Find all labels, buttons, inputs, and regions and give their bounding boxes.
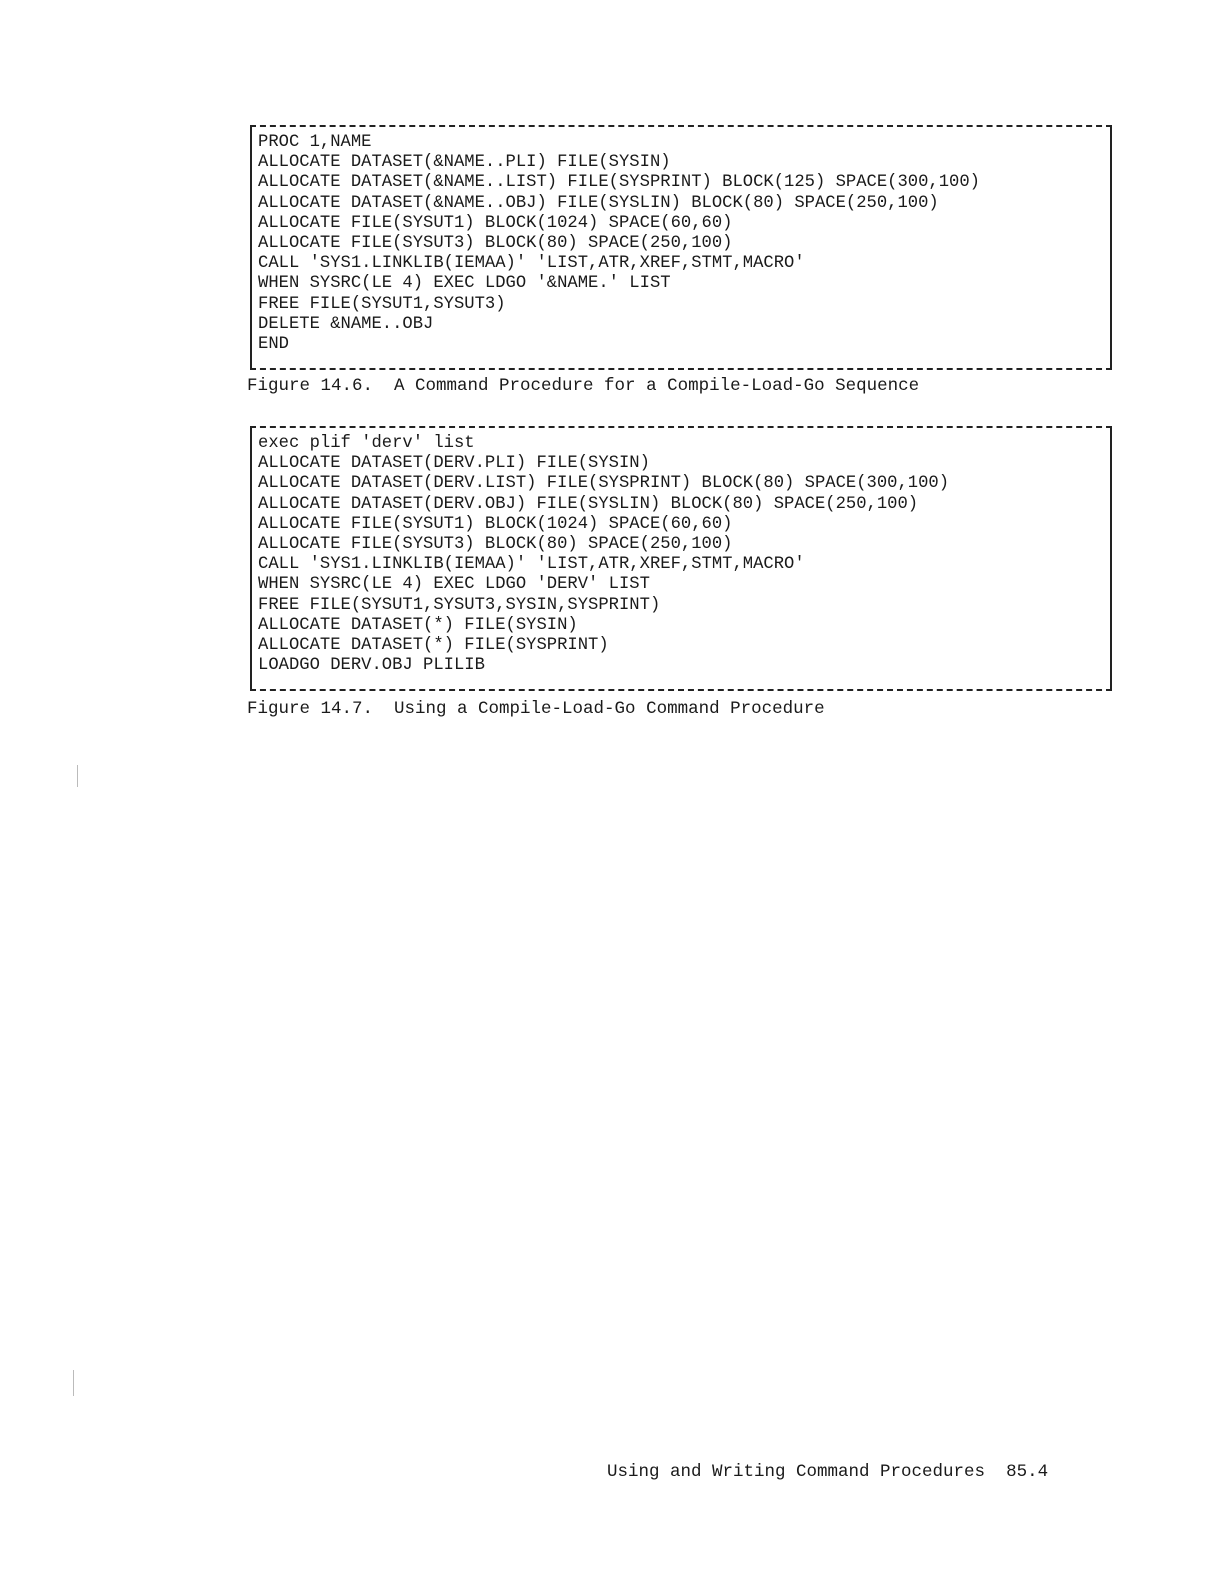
code-line: ALLOCATE DATASET(&NAME..PLI) FILE(SYSIN) xyxy=(258,153,671,173)
code-line: WHEN SYSRC(LE 4) EXEC LDGO 'DERV' LIST xyxy=(258,575,650,595)
code-line: ALLOCATE DATASET(*) FILE(SYSIN) xyxy=(258,615,578,635)
figure-14-6-caption: Figure 14.6. A Command Procedure for a Compile-Load-Go Sequence xyxy=(247,376,920,396)
code-line: ALLOCATE DATASET(DERV.PLI) FILE(SYSIN) xyxy=(258,454,650,474)
code-line: WHEN SYSRC(LE 4) EXEC LDGO '&NAME.' LIST xyxy=(258,274,671,294)
code-line: ALLOCATE FILE(SYSUT3) BLOCK(80) SPACE(250,100) xyxy=(258,234,733,254)
code-line: ALLOCATE FILE(SYSUT3) BLOCK(80) SPACE(250,100) xyxy=(258,535,733,555)
code-line: FREE FILE(SYSUT1,SYSUT3,SYSIN,SYSPRINT) xyxy=(258,595,661,615)
scan-mark xyxy=(77,765,78,787)
code-line: ALLOCATE DATASET(&NAME..LIST) FILE(SYSPRINT) BLOCK(125) SPACE(300,100) xyxy=(258,173,980,193)
figure-14-6-code-box xyxy=(250,125,1112,370)
code-line: ALLOCATE DATASET(DERV.LIST) FILE(SYSPRINT) BLOCK(80) SPACE(300,100) xyxy=(258,474,950,494)
code-line: ALLOCATE FILE(SYSUT1) BLOCK(1024) SPACE(60,60) xyxy=(258,514,733,534)
code-line: END xyxy=(258,335,289,355)
code-line: ALLOCATE FILE(SYSUT1) BLOCK(1024) SPACE(60,60) xyxy=(258,213,733,233)
code-line: CALL 'SYS1.LINKLIB(IEMAA)' 'LIST,ATR,XREF,STMT,MACRO' xyxy=(258,555,805,575)
figure-14-7-caption: Figure 14.7. Using a Compile-Load-Go Command Procedure xyxy=(247,699,825,719)
code-line: CALL 'SYS1.LINKLIB(IEMAA)' 'LIST,ATR,XREF,STMT,MACRO' xyxy=(258,254,805,274)
code-line: DELETE &NAME..OBJ xyxy=(258,314,434,334)
code-line: FREE FILE(SYSUT1,SYSUT3) xyxy=(258,294,506,314)
footer-section-title: Using and Writing Command Procedures xyxy=(607,1462,986,1482)
code-line: ALLOCATE DATASET(DERV.OBJ) FILE(SYSLIN) BLOCK(80) SPACE(250,100) xyxy=(258,494,919,514)
page-number: 85.4 xyxy=(1006,1462,1049,1482)
figure-14-7-code-box xyxy=(250,426,1112,691)
code-line: exec plif 'derv' list xyxy=(258,434,475,453)
scan-mark xyxy=(73,1370,74,1396)
code-line: ALLOCATE DATASET(*) FILE(SYSPRINT) xyxy=(258,636,609,656)
page-footer xyxy=(607,1461,1048,1483)
code-line: PROC 1,NAME xyxy=(258,133,372,152)
code-line: LOADGO DERV.OBJ PLILIB xyxy=(258,656,485,676)
code-line: ALLOCATE DATASET(&NAME..OBJ) FILE(SYSLIN) BLOCK(80) SPACE(250,100) xyxy=(258,193,939,213)
